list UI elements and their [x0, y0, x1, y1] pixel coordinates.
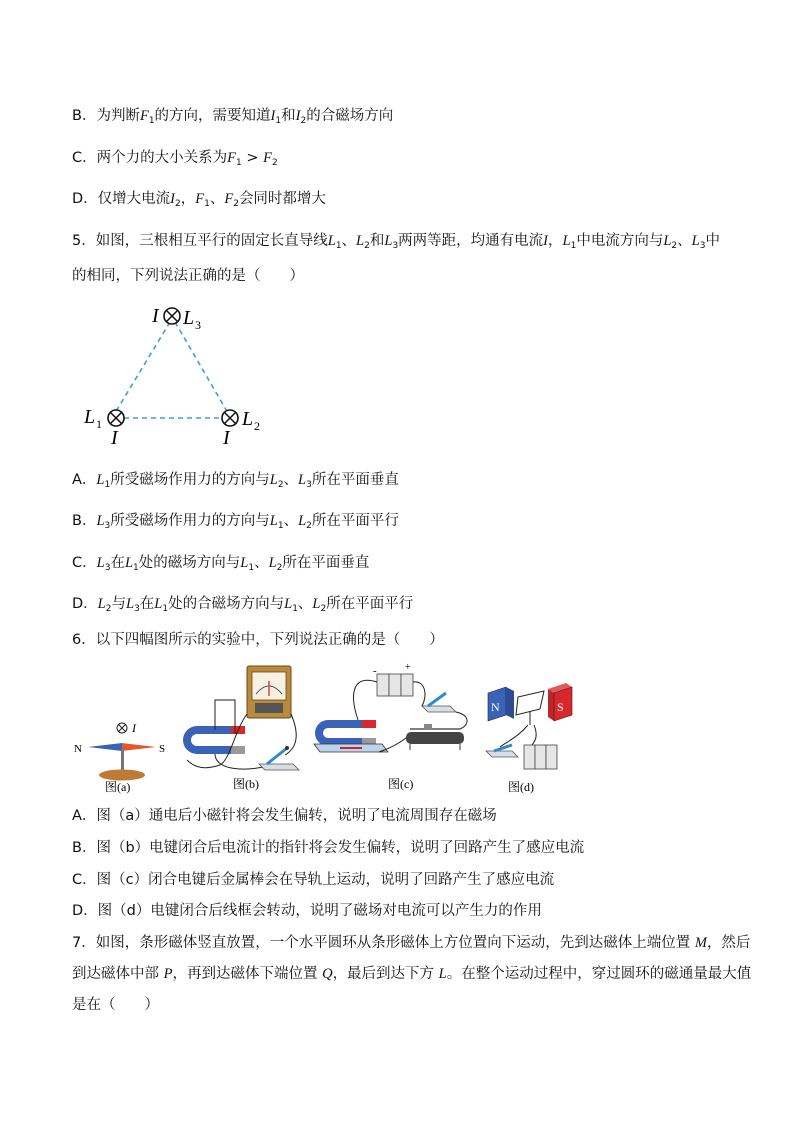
switch — [486, 745, 518, 757]
q5-option-b: B．$L_3$所受磁场作用力的方向与$L_1$、$L_2$所在平面平行 — [72, 513, 399, 531]
fig-b-induction — [175, 660, 310, 795]
rails — [314, 744, 388, 752]
current-into-page-symbol — [117, 723, 127, 733]
q5-stem-line2: 的相同，下列说法正确的是（ ） — [72, 268, 304, 284]
fig-d-caption: 图(d) — [508, 780, 534, 794]
stand-base — [99, 770, 145, 781]
label-l3-sub: 3 — [195, 318, 201, 332]
q6-stem: 6．以下四幅图所示的实验中，下列说法正确的是（ ） — [72, 632, 444, 648]
q5-option-c: C．$L_3$在$L_1$处的磁场方向与$L_1$、$L_2$所在平面垂直 — [72, 555, 370, 573]
q6-option-d: D．图（d）电键闭合后线框会转动，说明了磁场对电流可以产生力的作用 — [72, 903, 542, 919]
q5-option-d: D．$L_2$与$L_3$在$L_1$处的合磁场方向与$L_1$、$L_2$所在平面平行 — [72, 596, 414, 614]
needle-stand — [121, 749, 124, 773]
fig-c-rails — [310, 660, 490, 795]
q6-option-c: C．图（c）闭合电键后金属棒会在导轨上运动，说明了回路产生了感应电流 — [72, 872, 555, 888]
fig-a-compass — [70, 715, 175, 795]
fig-c-caption: 图(c) — [388, 777, 414, 791]
label-left-current: I — [111, 427, 118, 449]
label-l3: L — [183, 307, 195, 329]
horseshoe-magnet — [183, 726, 245, 754]
label-l2-sub: 2 — [254, 419, 260, 433]
battery — [377, 674, 413, 696]
galvanometer — [247, 666, 291, 718]
q5-stem-line1: 5．如图，三根相互平行的固定长直导线$L_1$、$L_2$和$L_3$两两等距，均通有电流I，$L_1$中电流方向与$L_2$、$L_3$中 — [72, 233, 720, 251]
battery — [524, 745, 557, 769]
fig-a-s-label: S — [159, 743, 166, 755]
fig-a-current-label: I — [132, 721, 136, 735]
label-l2: L — [242, 408, 254, 430]
switch — [259, 746, 299, 770]
q6-option-a: A．图（a）通电后小磁针将会发生偏转，说明了电流周围存在磁场 — [72, 808, 497, 824]
rheostat — [406, 724, 464, 750]
fig-a-caption: 图(a) — [105, 780, 131, 794]
fig-a-n-label: N — [74, 743, 82, 755]
needle-north — [88, 743, 122, 751]
label-l1-sub: 1 — [96, 417, 102, 431]
label-right-current: I — [223, 427, 230, 449]
q4-option-c: C．两个力的大小关系为$F_1 > F_2$ — [72, 150, 278, 168]
battery-plus: + — [405, 662, 411, 673]
north-label: N — [491, 700, 500, 714]
q7-stem-line1: 7．如图，条形磁体竖直放置，一个水平圆环从条形磁体上方位置向下运动，先到达磁体上端位置 M，然后 — [72, 935, 751, 951]
needle-south — [122, 743, 156, 751]
q7-stem-line2: 到达磁体中部 P，再到达磁体下端位置 Q，最后到达下方 L。在整个运动过程中，穿过圆环的磁通量最大值 — [72, 966, 752, 982]
fig-d-frame — [478, 675, 583, 800]
wire-l1-symbol — [108, 410, 124, 426]
magnet-south-pole — [548, 683, 572, 721]
battery-minus: - — [373, 665, 377, 677]
q4-option-d: D．仅增大电流$I_2$，$F_1$、$F_2$会同时都增大 — [72, 191, 326, 209]
label-l1: L — [84, 406, 96, 428]
q7-stem-line3: 是在（ ） — [72, 997, 159, 1013]
wire-l3-symbol — [164, 308, 180, 324]
q5-triangle-figure — [80, 300, 280, 450]
wire-l2-symbol — [222, 410, 238, 426]
q6-option-b: B．图（b）电键闭合后电流计的指针将会发生偏转，说明了回路产生了感应电流 — [72, 840, 585, 856]
fig-b-caption: 图(b) — [233, 777, 259, 791]
triangle-dashed-lines — [115, 322, 228, 418]
magnet-north-pole — [488, 687, 514, 721]
q4-option-b: B．为判断$F_1$的方向，需要知道$I_1$和$I_2$的合磁场方向 — [72, 108, 394, 126]
horseshoe-magnet — [315, 720, 376, 746]
label-top-current: I — [152, 305, 159, 327]
q5-option-a: A．$L_1$所受磁场作用力的方向与$L_2$、$L_3$所在平面垂直 — [72, 472, 399, 490]
south-label: S — [557, 700, 564, 714]
switch — [422, 693, 456, 712]
